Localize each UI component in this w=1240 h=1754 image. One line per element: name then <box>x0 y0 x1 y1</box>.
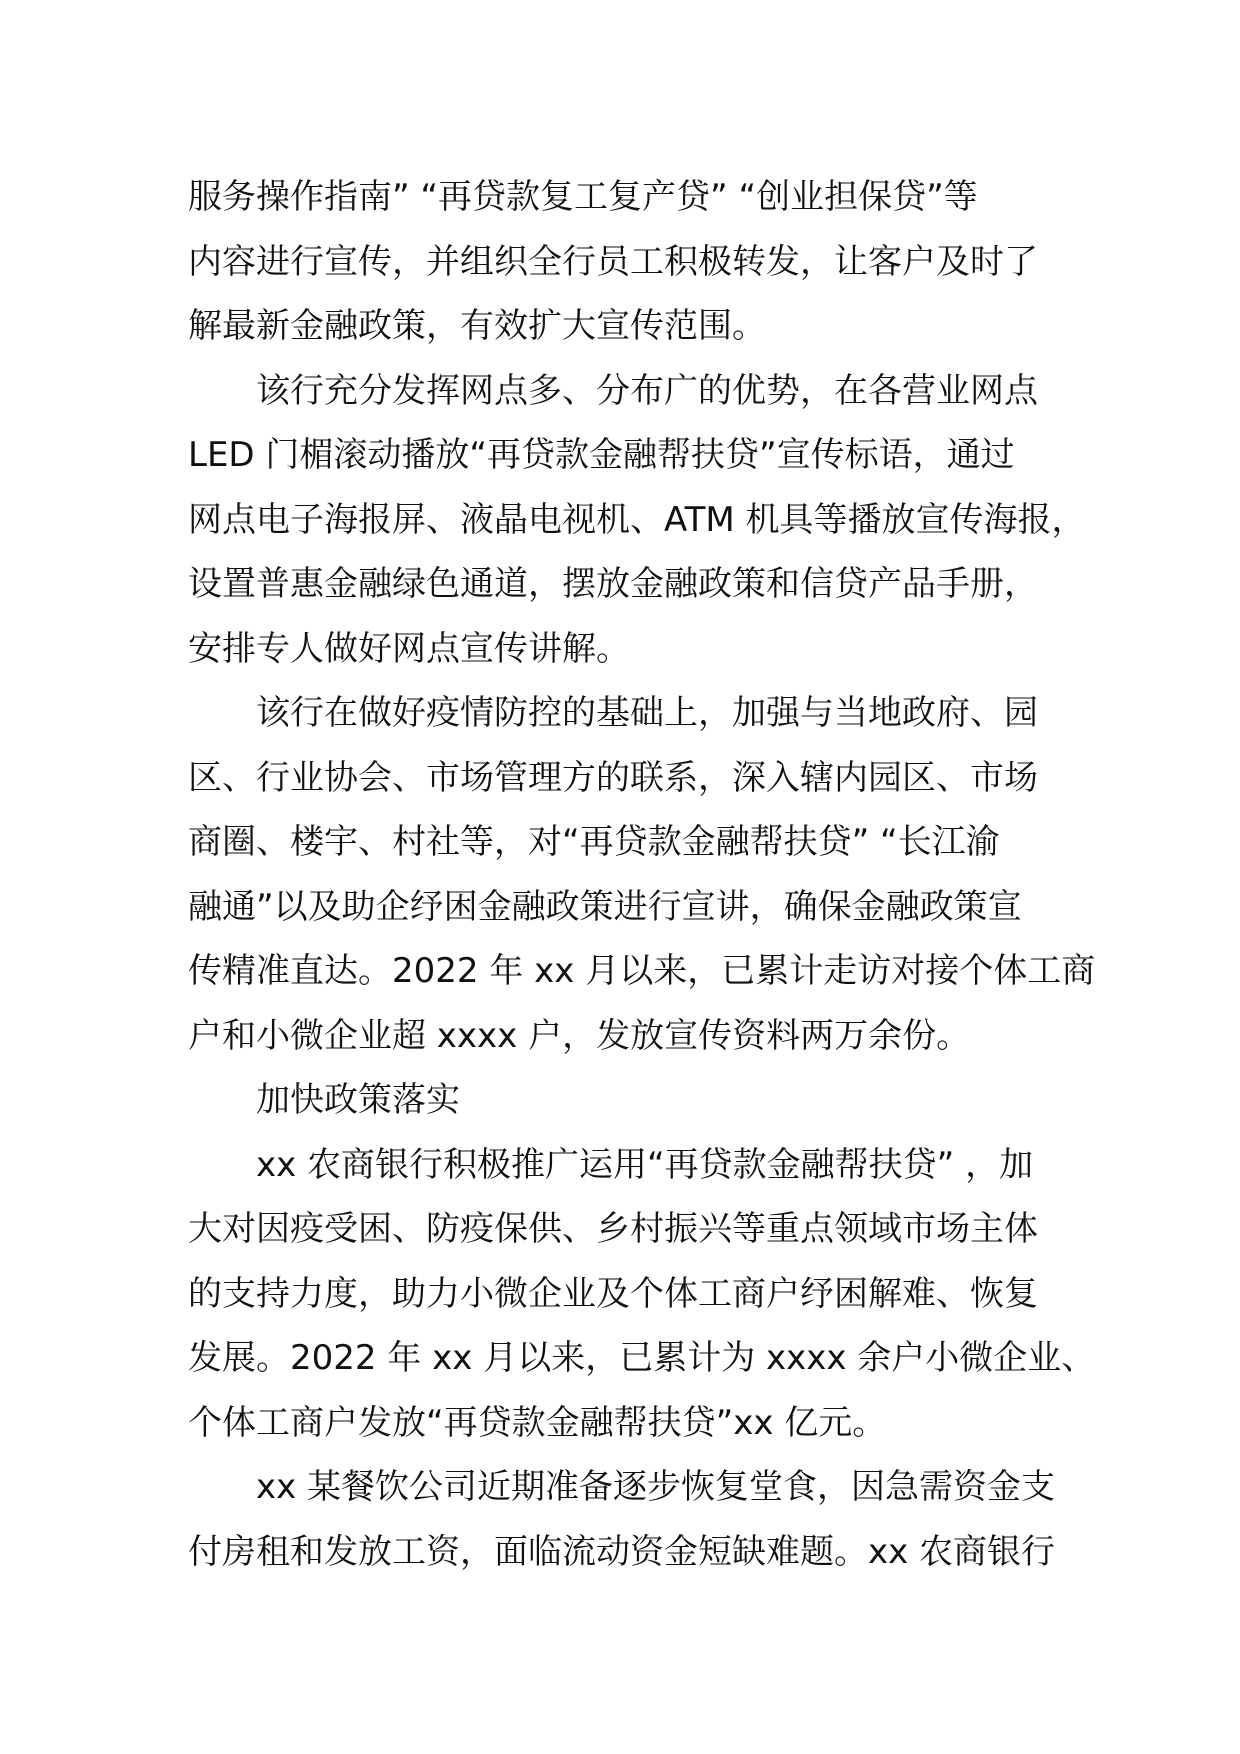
text-line: 设置普惠金融绿色通道，摆放金融政策和信贷产品手册， <box>188 564 1038 604</box>
text-line: 发展。2022 年 xx 月以来，已累计为 xxxx 余户小微企业、 <box>188 1338 1096 1378</box>
text-line: 安排专人做好网点宣传讲解。 <box>188 628 630 669</box>
text-line: 户和小微企业超 xxxx 户，发放宣传资料两万余份。 <box>188 1015 971 1056</box>
text-line: 的支持力度，助力小微企业及个体工商户纾困解难、恢复 <box>188 1273 1038 1314</box>
text-line: 融通”以及助企纾困金融政策进行宣讲，确保金融政策宣 <box>188 886 1022 927</box>
text-line: 区、行业协会、市场管理方的联系，深入辖内园区、市场 <box>188 757 1038 798</box>
text-line: 解最新金融政策，有效扩大宣传范围。 <box>188 306 766 346</box>
section-heading: 加快政策落实 <box>256 1080 460 1120</box>
text-line: 个体工商户发放“再贷款金融帮扶贷”xx 亿元。 <box>188 1402 887 1443</box>
text-line: 商圈、楼宇、村社等，对“再贷款金融帮扶贷” “长江渝 <box>188 822 1000 862</box>
paragraph-first-line: xx 农商银行积极推广运用“再贷款金融帮扶贷” ，加 <box>256 1144 1034 1185</box>
paragraph-first-line: xx 某餐饮公司近期准备逐步恢复堂食，因急需资金支 <box>256 1467 1056 1507</box>
text-line: 传精准直达。2022 年 xx 月以来，已累计走访对接个体工商 <box>188 951 1096 991</box>
text-line: 付房租和发放工资，面临流动资金短缺难题。xx 农商银行 <box>188 1531 1056 1572</box>
body-text <box>188 165 1096 1584</box>
text-line: 服务操作指南” “再贷款复工复产贷” “创业担保贷”等 <box>188 177 978 217</box>
text-line: 内容进行宣传，并组织全行员工积极转发，让客户及时了 <box>188 241 1038 282</box>
text-line: 网点电子海报屏、液晶电视机、ATM 机具等播放宣传海报， <box>188 499 1086 540</box>
paragraph-first-line: 该行在做好疫情防控的基础上，加强与当地政府、园 <box>256 693 1038 733</box>
text-line: LED 门楣滚动播放“再贷款金融帮扶贷”宣传标语，通过 <box>188 435 1015 475</box>
paragraph-first-line: 该行充分发挥网点多、分布广的优势，在各营业网点 <box>256 370 1038 411</box>
text-line: 大对因疫受困、防疫保供、乡村振兴等重点领域市场主体 <box>188 1209 1038 1249</box>
